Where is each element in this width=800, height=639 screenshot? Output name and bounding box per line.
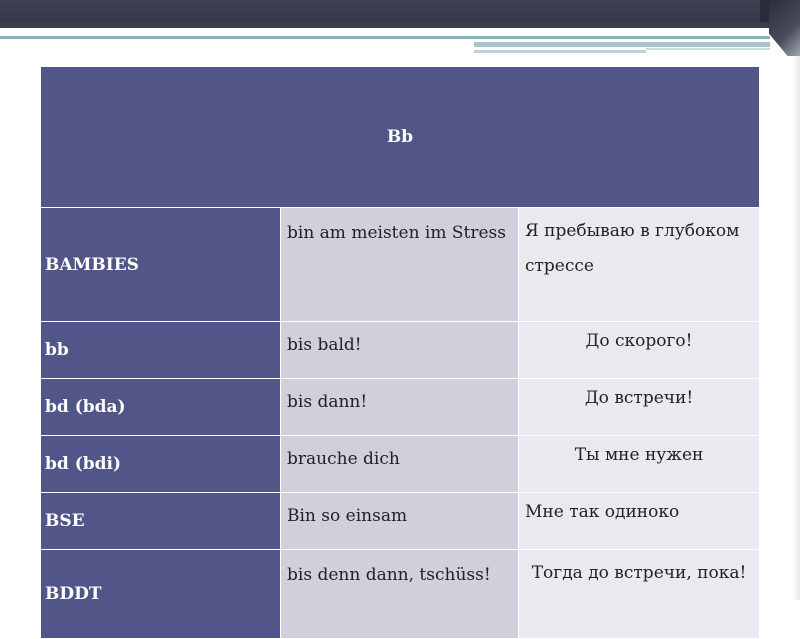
table-header: Bb xyxy=(41,67,760,208)
table-row xyxy=(41,208,760,322)
german-cell: bis bald! xyxy=(281,322,519,379)
slide-shadow xyxy=(792,56,800,600)
abbreviation-cell: BDDT xyxy=(41,550,281,639)
table-row xyxy=(41,322,760,379)
slide-band xyxy=(0,22,770,28)
slide-accent-line xyxy=(474,42,770,47)
russian-cell: До скорого! xyxy=(519,322,760,379)
slide-top-bar xyxy=(0,0,800,22)
abbreviation-cell: BSE xyxy=(41,493,281,550)
russian-cell: Мне так одиноко xyxy=(519,493,760,550)
table-row xyxy=(41,550,760,639)
slide-accent-line xyxy=(474,50,646,53)
russian-cell: Ты мне нужен xyxy=(519,436,760,493)
german-cell: Bin so einsam xyxy=(281,493,519,550)
russian-cell: Я пребываю в глубоком стрессе xyxy=(519,208,760,322)
table-row xyxy=(41,493,760,550)
abbreviation-table xyxy=(40,66,760,639)
german-cell: bin am meisten im Stress xyxy=(281,208,519,322)
abbreviation-cell: BAMBIES xyxy=(41,208,281,322)
table-header-row xyxy=(41,67,760,208)
slide-corner-decoration xyxy=(769,0,800,56)
german-cell: brauche dich xyxy=(281,436,519,493)
table-row xyxy=(41,379,760,436)
abbreviation-cell: bb xyxy=(41,322,281,379)
german-cell: bis denn dann, tschüss! xyxy=(281,550,519,639)
slide-accent-line xyxy=(0,36,770,39)
russian-cell: Тогда до встречи, пока! xyxy=(519,550,760,639)
german-cell: bis dann! xyxy=(281,379,519,436)
russian-cell: До встречи! xyxy=(519,379,760,436)
slide-accent-line xyxy=(646,48,770,50)
abbreviation-cell: bd (bda) xyxy=(41,379,281,436)
abbreviation-cell: bd (bdi) xyxy=(41,436,281,493)
table-row xyxy=(41,436,760,493)
